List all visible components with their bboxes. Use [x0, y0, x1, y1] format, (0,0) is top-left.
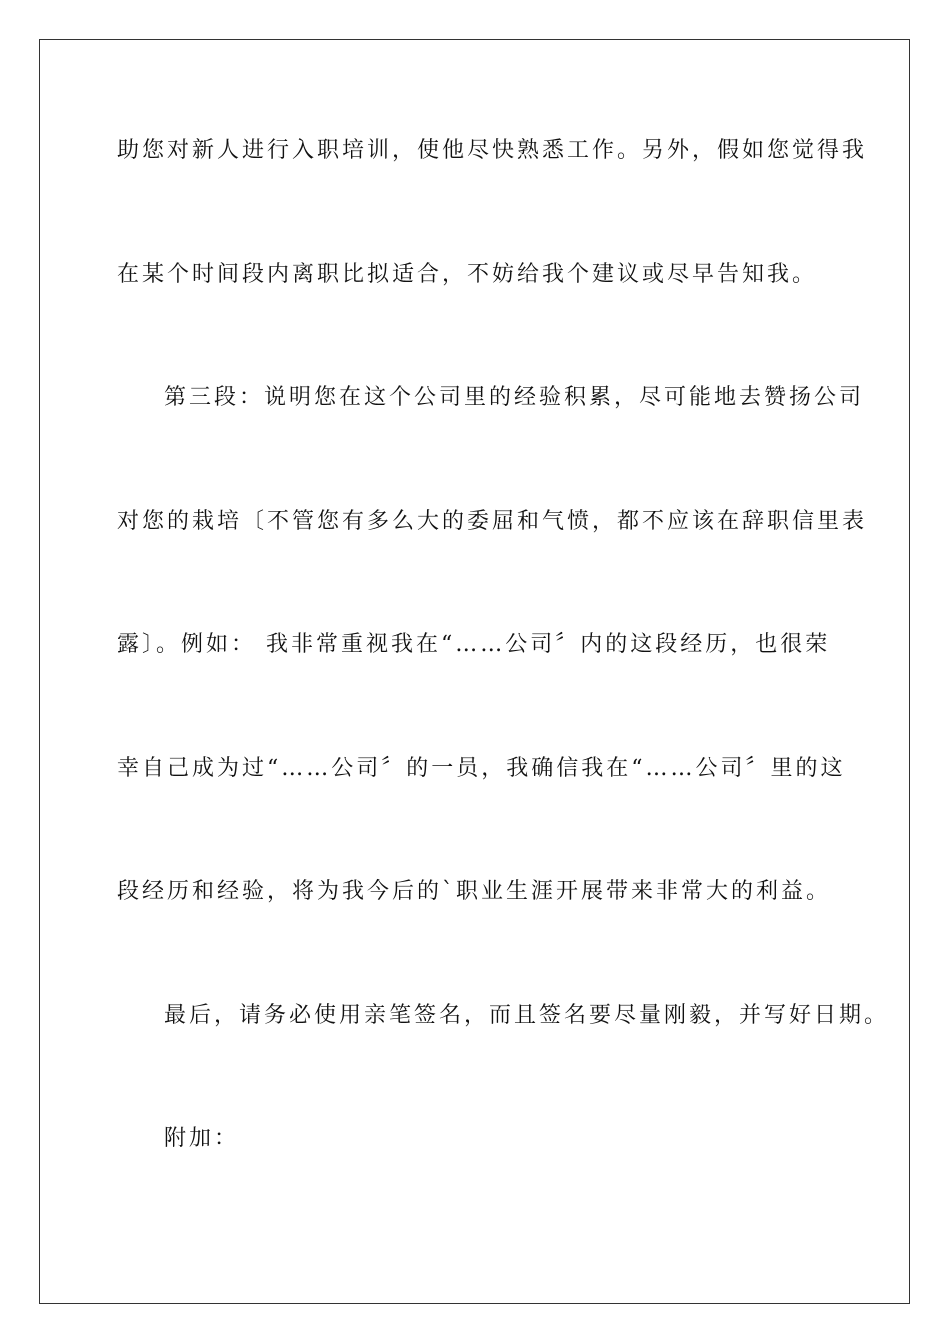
final-note-paragraph: 最后，请务必使用亲笔签名，而且签名要尽量刚毅，并写好日期。 [164, 1003, 890, 1028]
text-line-5: 露〕。例如： 我非常重视我在“……公司〞内的这段经历，也很荣 [117, 632, 831, 657]
page-border [39, 39, 910, 1304]
text-line-1: 助您对新人进行入职培训，使他尽快熟悉工作。另外，假如您觉得我 [117, 138, 868, 163]
text-line-6: 幸自己成为过“……公司〞的一员，我确信我在“……公司〞里的这 [117, 756, 846, 781]
paragraph-three-start: 第三段：说明您在这个公司里的经验积累，尽可能地去赞扬公司 [164, 385, 865, 410]
text-line-2: 在某个时间段内离职比拟适合，不妨给我个建议或尽早告知我。 [117, 262, 818, 287]
appendix-heading: 附加： [164, 1126, 240, 1151]
text-line-4: 对您的栽培〔不管您有多么大的委屈和气愤，都不应该在辞职信里表 [117, 509, 868, 534]
text-line-7: 段经历和经验，将为我今后的`职业生涯开展带来非常大的利益。 [117, 879, 832, 904]
